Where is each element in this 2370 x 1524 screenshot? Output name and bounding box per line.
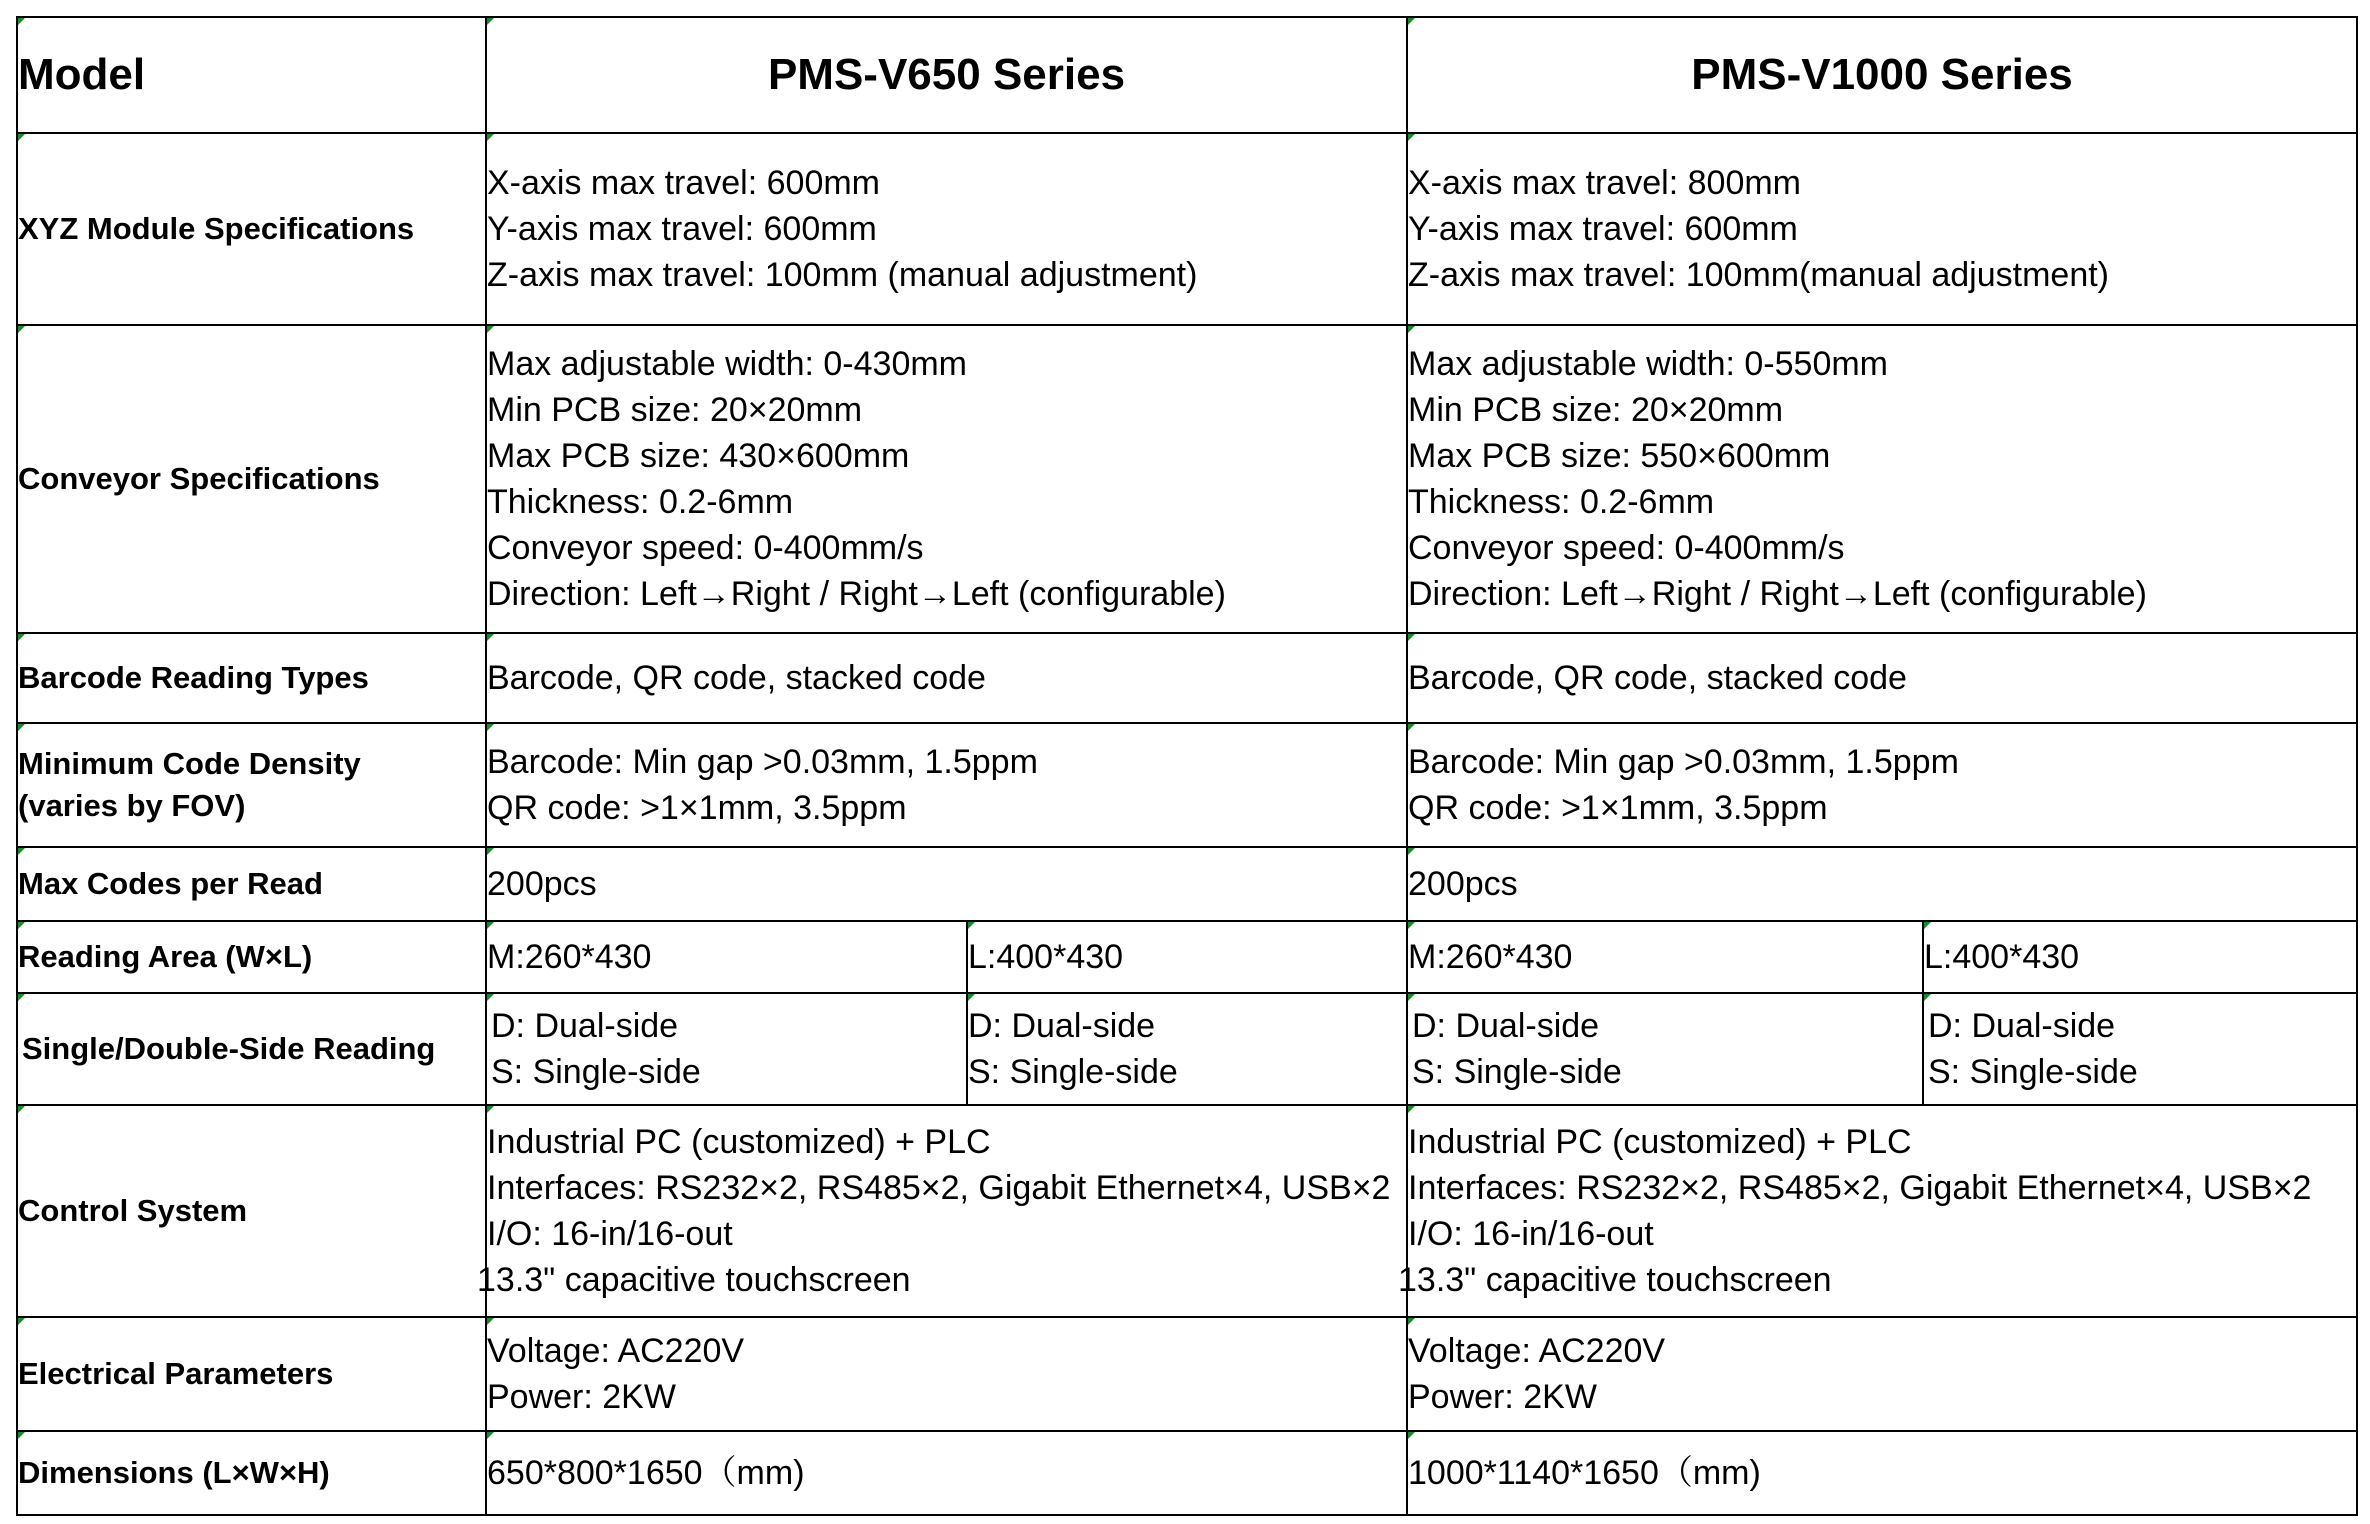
spec-line: D: Dual-side [968, 1007, 1156, 1045]
spec-line: Min PCB size: 20×20mm [487, 391, 863, 429]
row-label-dimensions: Dimensions (L×W×H) [17, 1431, 486, 1515]
v650-barcode-types-cell [486, 633, 1407, 723]
row-label-control-system: Control System [17, 1105, 486, 1317]
spec-line: QR code: >1×1mm, 3.5ppm [487, 789, 907, 827]
spec-row-dimensions [17, 1431, 2357, 1515]
spec-line: 200pcs [487, 865, 597, 903]
series-header-v1000: PMS-V1000 Series [1407, 17, 2357, 133]
v650-reading-area-l-cell: L:400*430 [967, 921, 1407, 993]
spec-line: S: Single-side [968, 1053, 1178, 1091]
spec-line: Z-axis max travel: 100mm(manual adjustment) [1408, 256, 2110, 294]
v650-code-density-cell [486, 723, 1407, 847]
spec-line: Direction: Left→Right / Right→Left (configurable) [487, 575, 1226, 613]
v1000-reading-area-l-cell: L:400*430 [1923, 921, 2357, 993]
spec-line: 650*800*1650（mm) [487, 1454, 805, 1492]
spec-line: Voltage: AC220V [487, 1332, 745, 1370]
spec-row-reading-area [17, 921, 2357, 993]
spec-line: 13.3" capacitive touchscreen [1398, 1261, 1832, 1299]
spec-row-code-density [17, 723, 2357, 847]
spec-line: S: Single-side [1928, 1053, 2138, 1091]
spec-line: Barcode, QR code, stacked code [487, 659, 986, 697]
spec-line: X-axis max travel: 600mm [487, 164, 880, 202]
v650-electrical-cell [486, 1317, 1407, 1431]
row-label-conveyor: Conveyor Specifications [17, 325, 486, 633]
spec-line: S: Single-side [491, 1053, 701, 1091]
spec-line: 1000*1140*1650（mm) [1408, 1454, 1761, 1492]
row-label-line: (varies by FOV) [18, 788, 246, 823]
spec-row-electrical [17, 1317, 2357, 1431]
spec-table [16, 16, 2358, 1516]
spec-line: Direction: Left→Right / Right→Left (configurable) [1408, 575, 2147, 613]
v650-xyz-cell [486, 133, 1407, 325]
spec-line: Barcode: Min gap >0.03mm, 1.5ppm [487, 743, 1038, 781]
spec-line: D: Dual-side [1412, 1007, 1600, 1045]
spec-line: Max adjustable width: 0-430mm [487, 345, 968, 383]
spec-line: S: Single-side [1412, 1053, 1622, 1091]
row-label-reading-area: Reading Area (W×L) [17, 921, 486, 993]
spec-line: Y-axis max travel: 600mm [487, 210, 877, 248]
series-header-v650: PMS-V650 Series [486, 17, 1407, 133]
row-label-barcode-types: Barcode Reading Types [17, 633, 486, 723]
spec-line: Y-axis max travel: 600mm [1408, 210, 1798, 248]
v1000-barcode-types-cell [1407, 633, 2357, 723]
v1000-control-system-cell [1398, 1105, 2357, 1317]
spec-row-side-reading [17, 993, 2357, 1105]
model-header-label: Model [17, 17, 486, 133]
v650-dimensions-cell [486, 1431, 1407, 1515]
spec-row-max-codes [17, 847, 2357, 921]
v1000-code-density-cell [1407, 723, 2357, 847]
spec-line: Conveyor speed: 0-400mm/s [1408, 529, 1845, 567]
spec-line: Thickness: 0.2-6mm [487, 483, 794, 521]
spec-line: Min PCB size: 20×20mm [1408, 391, 1784, 429]
spec-line: Voltage: AC220V [1408, 1332, 1666, 1370]
spec-line: Barcode: Min gap >0.03mm, 1.5ppm [1408, 743, 1959, 781]
spec-line: I/O: 16-in/16-out [1408, 1215, 1654, 1253]
spec-line: Industrial PC (customized) + PLC [487, 1123, 991, 1161]
v650-conveyor-cell [486, 325, 1407, 633]
row-label-xyz: XYZ Module Specifications [17, 133, 486, 325]
v650-control-system-cell [477, 1105, 1407, 1317]
row-label-max-codes: Max Codes per Read [17, 847, 486, 921]
spec-line: Power: 2KW [487, 1378, 676, 1416]
spec-line: Thickness: 0.2-6mm [1408, 483, 1715, 521]
v1000-electrical-cell [1407, 1317, 2357, 1431]
spec-line: 13.3" capacitive touchscreen [477, 1261, 911, 1299]
spec-line: QR code: >1×1mm, 3.5ppm [1408, 789, 1828, 827]
row-label-electrical: Electrical Parameters [17, 1317, 486, 1431]
v1000-dimensions-cell [1407, 1431, 2357, 1515]
spec-line: Power: 2KW [1408, 1378, 1597, 1416]
header-row [17, 17, 2357, 133]
spec-line: Conveyor speed: 0-400mm/s [487, 529, 924, 567]
row-label-side-reading: Single/Double-Side Reading [17, 993, 486, 1105]
v650-side-reading-l-cell [967, 993, 1407, 1105]
v1000-conveyor-cell [1407, 325, 2357, 633]
spec-line: D: Dual-side [491, 1007, 679, 1045]
spec-line: Max adjustable width: 0-550mm [1408, 345, 1889, 383]
v1000-reading-area-m-cell: M:260*430 [1407, 921, 1923, 993]
v650-max-codes-cell [486, 847, 1407, 921]
row-label-code-density [17, 723, 486, 847]
v650-side-reading-m-cell [486, 993, 967, 1105]
spec-line: Interfaces: RS232×2, RS485×2, Gigabit Ethernet×4, USB×2 [1408, 1169, 2312, 1207]
spec-line: Barcode, QR code, stacked code [1408, 659, 1907, 697]
spec-line: Max PCB size: 430×600mm [487, 437, 910, 475]
spec-line: Industrial PC (customized) + PLC [1408, 1123, 1912, 1161]
spec-row-control-system [17, 1105, 2357, 1317]
spec-row-xyz [17, 133, 2357, 325]
spec-line: I/O: 16-in/16-out [487, 1215, 733, 1253]
spec-line: D: Dual-side [1928, 1007, 2116, 1045]
spec-row-barcode-types [17, 633, 2357, 723]
v1000-xyz-cell [1407, 133, 2357, 325]
v1000-max-codes-cell [1407, 847, 2357, 921]
spec-line: 200pcs [1408, 865, 1518, 903]
v1000-side-reading-m-cell [1407, 993, 1923, 1105]
spec-row-conveyor [17, 325, 2357, 633]
spec-line: Max PCB size: 550×600mm [1408, 437, 1831, 475]
spec-line: Interfaces: RS232×2, RS485×2, Gigabit Ethernet×4, USB×2 [487, 1169, 1391, 1207]
v650-reading-area-m-cell: M:260*430 [486, 921, 967, 993]
spec-line: X-axis max travel: 800mm [1408, 164, 1801, 202]
v1000-side-reading-l-cell [1923, 993, 2357, 1105]
spec-line: Z-axis max travel: 100mm (manual adjustment) [487, 256, 1198, 294]
row-label-line: Minimum Code Density [18, 746, 361, 781]
